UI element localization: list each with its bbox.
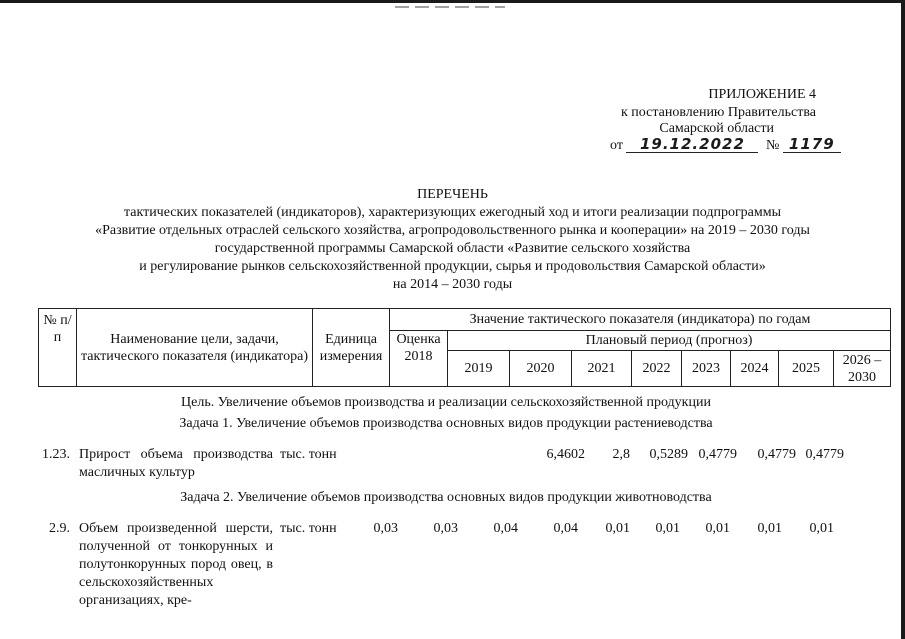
col-header-year: 2021 [572,351,632,387]
appendix-title: ПРИЛОЖЕНИЕ 4 [708,87,816,102]
indicator-table-header [38,308,891,387]
heading-line: на 2014 – 2030 годы [392,277,513,292]
col-header-year: 2019 [448,351,510,387]
goal-heading: Цель. Увеличение объемов производства и реализации сельскохозяйственной продукции [181,395,711,410]
value-2020: 0,04 [493,521,518,536]
row-number: 2.9. [49,521,70,536]
col-header-values-group: Значение тактического показателя (индикатора) по годам [390,309,891,331]
value-2026-2030: 0,01 [809,521,834,536]
col-header-plan-period: Плановый период (прогноз) [448,331,891,351]
col-header-unit: Единица измерения [313,309,390,387]
appendix-date-line [610,136,841,155]
value-2023: 0,01 [655,521,680,536]
handwritten-number: 1179 [783,136,841,153]
heading-line: «Развитие отдельных отраслей сельского хозяйства, агропродовольственного рынка и кооперации» на 2019 – 2030 годы [95,223,810,238]
col-header-num: № п/п [39,309,77,387]
indicator-unit: тыс. тонн [280,447,337,462]
value-2024: 0,01 [705,521,730,536]
value-2025: 0,4779 [757,447,796,462]
col-header-year: 2023 [682,351,731,387]
indicator-name: Объем произведенной шерсти, полученной от тонкорунных и полутонкорунных пород овец, в сельскохозяйственных организациях, кре- [79,521,273,608]
col-header-year: 2022 [632,351,682,387]
indicator-unit: тыс. тонн [280,521,337,536]
col-header-name: Наименование цели, задачи, тактического показателя (индикатора) [77,309,313,387]
col-header-year: 2020 [510,351,572,387]
value-2023: 0,5289 [649,447,688,462]
value-2019: 0,03 [433,521,458,536]
date-prefix: от [610,138,623,153]
value-2025: 0,01 [757,521,782,536]
appendix-line3: Самарской области [659,121,774,136]
number-prefix: № [765,138,780,153]
heading-line: государственной программы Самарской области «Развитие сельского хозяйства [214,241,691,256]
task1-heading: Задача 1. Увеличение объемов производства основных видов продукции растениеводства [179,416,713,431]
document-heading [30,186,875,294]
row-number: 1.23. [42,447,70,462]
scan-artifact [395,6,505,8]
heading-line: тактических показателей (индикаторов), характеризующих ежегодный ход и итоги реализации подпрограммы [123,205,782,220]
task2-heading: Задача 2. Увеличение объемов производства основных видов продукции животноводства [180,490,712,505]
col-header-year: 2026 – 2030 [834,351,891,387]
handwritten-date: 19.12.2022 [626,136,758,153]
value-2021: 0,04 [553,521,578,536]
value-2022: 2,8 [612,447,630,462]
scan-border-top [0,0,905,3]
heading-title: ПЕРЕЧЕНЬ [417,187,488,202]
col-header-year: 2024 [731,351,779,387]
value-2026-2030: 0,4779 [805,447,844,462]
heading-line: и регулирование рынков сельскохозяйственной продукции, сырья и продовольствия Самарской области» [139,259,766,274]
col-header-year: 2025 [779,351,834,387]
indicator-name: Прирост объема производства масличных культур [79,447,273,480]
scan-border-right [901,0,905,639]
value-2021: 6,4602 [546,447,585,462]
col-header-estimate: Оценка 2018 [390,331,448,387]
value-2022: 0,01 [605,521,630,536]
value-2024: 0,4779 [698,447,737,462]
value-estimate-2018: 0,03 [373,521,398,536]
appendix-line2: к постановлению Правительства [620,105,816,120]
